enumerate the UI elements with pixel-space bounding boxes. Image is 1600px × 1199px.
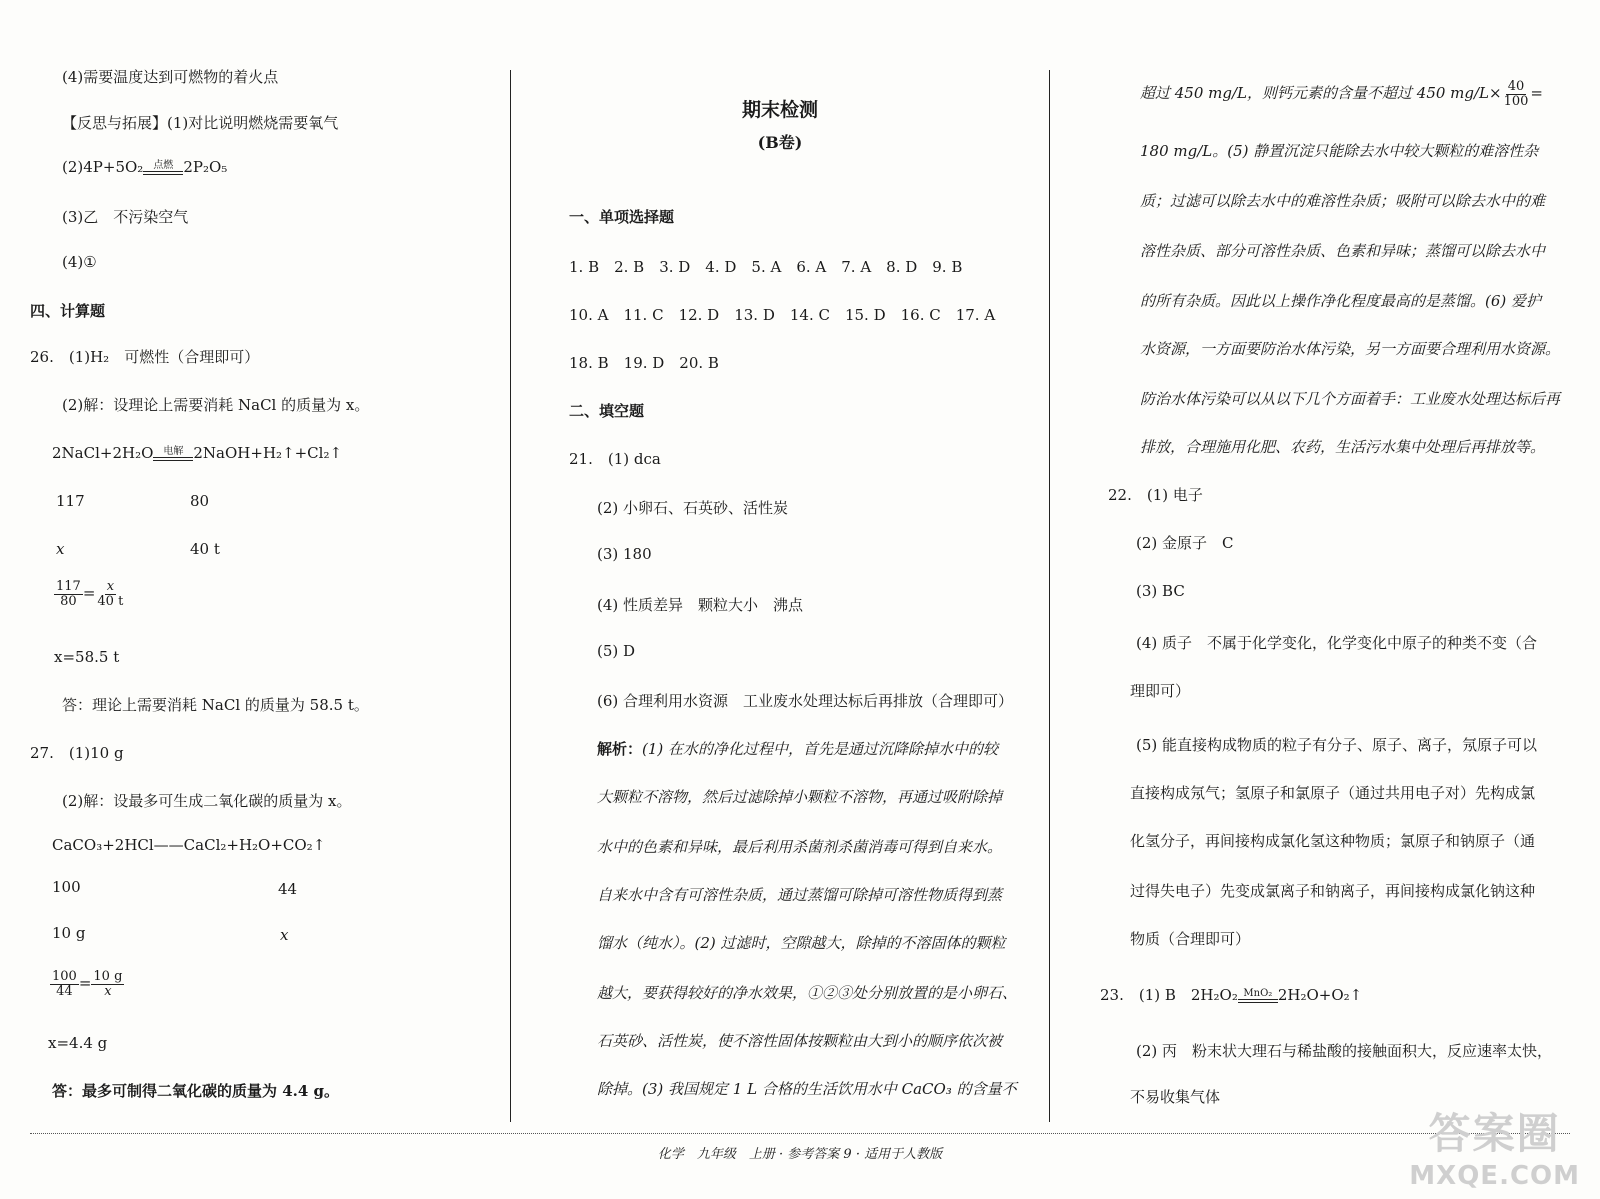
mass-value: 44 (278, 880, 298, 898)
explanation-line: 馏水（纯水）。(2) 过滤时，空隙越大，除掉的不溶固体的颗粒 (597, 934, 1006, 952)
text-line: (4)① (62, 253, 97, 271)
section-heading: 一、单项选择题 (569, 208, 675, 226)
text-line: (4)需要温度达到可燃物的着火点 (62, 68, 279, 86)
text-line: (3)乙 不污染空气 (62, 208, 189, 226)
text-line: 过得失电子）先变成氯离子和钠离子，再间接构成氯化钠这种 (1130, 882, 1536, 900)
explanation-line: 溶性杂质、部分可溶性杂质、色素和异味；蒸馏可以除去水中 (1140, 242, 1546, 260)
answer-row: 18. B 19. D 20. B (569, 354, 719, 372)
explanation-line: 自来水中含有可溶性杂质，通过蒸馏可除掉可溶性物质得到蒸 (597, 886, 1003, 904)
equation-line: CaCO₃+2HCl——CaCl₂+H₂O+CO₂↑ (52, 836, 326, 854)
text-line: (3) BC (1136, 582, 1185, 600)
text-line: 答：最多可制得二氧化碳的质量为 4.4 g。 (52, 1082, 340, 1100)
mass-value: x (56, 540, 65, 558)
text-line: 22. (1) 电子 (1108, 486, 1203, 504)
column-divider (1049, 70, 1050, 1122)
explanation-line: 的所有杂质。因此以上操作净化程度最高的是蒸馏。(6) 爱护 (1140, 292, 1542, 310)
mass-value: 117 (56, 492, 85, 510)
text-line: (4) 性质差异 颗粒大小 沸点 (597, 596, 804, 614)
text-line: x=58.5 t (54, 648, 120, 666)
text-line: (2) 小卵石、石英砂、活性炭 (597, 499, 789, 517)
text-line: 【反思与拓展】(1)对比说明燃烧需要氧气 (62, 114, 339, 132)
mass-value: 40 t (190, 540, 220, 558)
section-heading: 二、填空题 (569, 402, 645, 420)
explanation-line: 防治水体污染可以从以下几个方面着手：工业废水处理达标后再 (1140, 390, 1561, 408)
explanation-line: 180 mg/L。(5) 静置沉淀只能除去水中较大颗粒的难溶性杂 (1140, 142, 1539, 160)
text-line: (6) 合理利用水资源 工业废水处理达标后再排放（合理即可） (597, 692, 1014, 710)
section-heading: 四、计算题 (30, 302, 106, 320)
explanation-line: 水中的色素和异味，最后利用杀菌剂杀菌消毒可得到自来水。 (597, 838, 1003, 856)
page-footer: 化学 九年级 上册 · 参考答案 9 · 适用于人教版 (657, 1147, 943, 1162)
page-subtitle: (B卷) (757, 133, 803, 152)
mass-value: 10 g (52, 924, 86, 942)
explanation-line: 越大，要获得较好的净水效果，①②③处分别放置的是小卵石、 (597, 984, 1018, 1002)
text-line: (5) D (597, 642, 636, 660)
answer-row: 1. B 2. B 3. D 4. D 5. A 6. A 7. A 8. D 9. B (569, 258, 963, 276)
text-line: 物质（合理即可） (1130, 930, 1251, 948)
text-line: (2) 金原子 C (1136, 534, 1234, 552)
watermark-logo: 答案圈 MXQE.COM (1409, 1109, 1580, 1191)
text-line: 21. (1) dca (569, 450, 661, 468)
text-line: 26. (1)H₂ 可燃性（合理即可） (30, 348, 260, 366)
text-line: 直接构成氖气；氢原子和氯原子（通过共用电子对）先构成氯 (1130, 784, 1536, 802)
explanation-line: 石英砂、活性炭，使不溶性固体按颗粒由大到小的顺序依次被 (597, 1032, 1003, 1050)
text-line: x=4.4 g (48, 1034, 108, 1052)
explanation-line: 超过 450 mg/L，则钙元素的含量不超过 450 mg/L× $\frac{40}{100}$ = (1140, 79, 1543, 109)
reaction-arrow: MnO₂ (1238, 989, 1278, 1003)
fraction-equation: $\frac{117}{80}$ = $\frac{x}{40 t}$ (56, 579, 124, 609)
mass-value: 100 (52, 878, 81, 896)
explanation-line: 水资源，一方面要防治水体污染，另一方面要合理利用水资源。 (1140, 340, 1561, 358)
text-line: (2)解：设最多可生成二氧化碳的质量为 x。 (62, 792, 352, 810)
mass-value: 80 (190, 492, 210, 510)
reaction-arrow: 电解 (153, 447, 193, 461)
footer-divider (30, 1133, 1570, 1134)
fraction-equation: $\frac{100}{44}$ = $\frac{10 g}{x}$ (52, 969, 123, 999)
text-line: 答：理论上需要消耗 NaCl 的质量为 58.5 t。 (62, 696, 369, 714)
text-line: 不易收集气体 (1130, 1088, 1221, 1106)
column-divider (510, 70, 511, 1122)
equation-line: 23. (1) B 2H₂O₂ MnO₂ 2H₂O+O₂↑ (1100, 986, 1363, 1004)
equation-line: (2)4P+5O₂ 点燃 2P₂O₅ (62, 158, 228, 176)
page-title: 期末检测 (741, 99, 818, 121)
answer-row: 10. A 11. C 12. D 13. D 14. C 15. D 16. C 17. A (569, 306, 996, 324)
text-line: 理即可） (1130, 682, 1191, 700)
explanation-line: 质；过滤可以除去水中的难溶性杂质；吸附可以除去水中的难 (1140, 192, 1546, 210)
explanation-line: 大颗粒不溶物，然后过滤除掉小颗粒不溶物，再通过吸附除掉 (597, 788, 1003, 806)
text-line: (4) 质子 不属于化学变化，化学变化中原子的种类不变（合 (1136, 634, 1538, 652)
explanation-line: 除掉。(3) 我国规定 1 L 合格的生活饮用水中 CaCO₃ 的含量不 (597, 1080, 1017, 1098)
text-line: (3) 180 (597, 545, 652, 563)
explanation-line: 排放，合理施用化肥、农药，生活污水集中处理后再排放等。 (1140, 438, 1546, 456)
text-line: (5) 能直接构成物质的粒子有分子、原子、离子，氖原子可以 (1136, 736, 1538, 754)
explanation-line: 解析：(1) 在水的净化过程中，首先是通过沉降除掉水中的较 (597, 740, 999, 758)
mass-value: x (280, 926, 289, 944)
text-line: 27. (1)10 g (30, 744, 124, 762)
text-line: (2)解：设理论上需要消耗 NaCl 的质量为 x。 (62, 396, 370, 414)
equation-line: 2NaCl+2H₂O 电解 2NaOH+H₂↑+Cl₂↑ (52, 444, 343, 462)
text-line: 化氢分子，再间接构成氯化氢这种物质；氯原子和钠原子（通 (1130, 832, 1536, 850)
reaction-arrow: 点燃 (143, 161, 183, 175)
text-line: (2) 丙 粉末状大理石与稀盐酸的接触面积大，反应速率太快， (1136, 1042, 1553, 1060)
